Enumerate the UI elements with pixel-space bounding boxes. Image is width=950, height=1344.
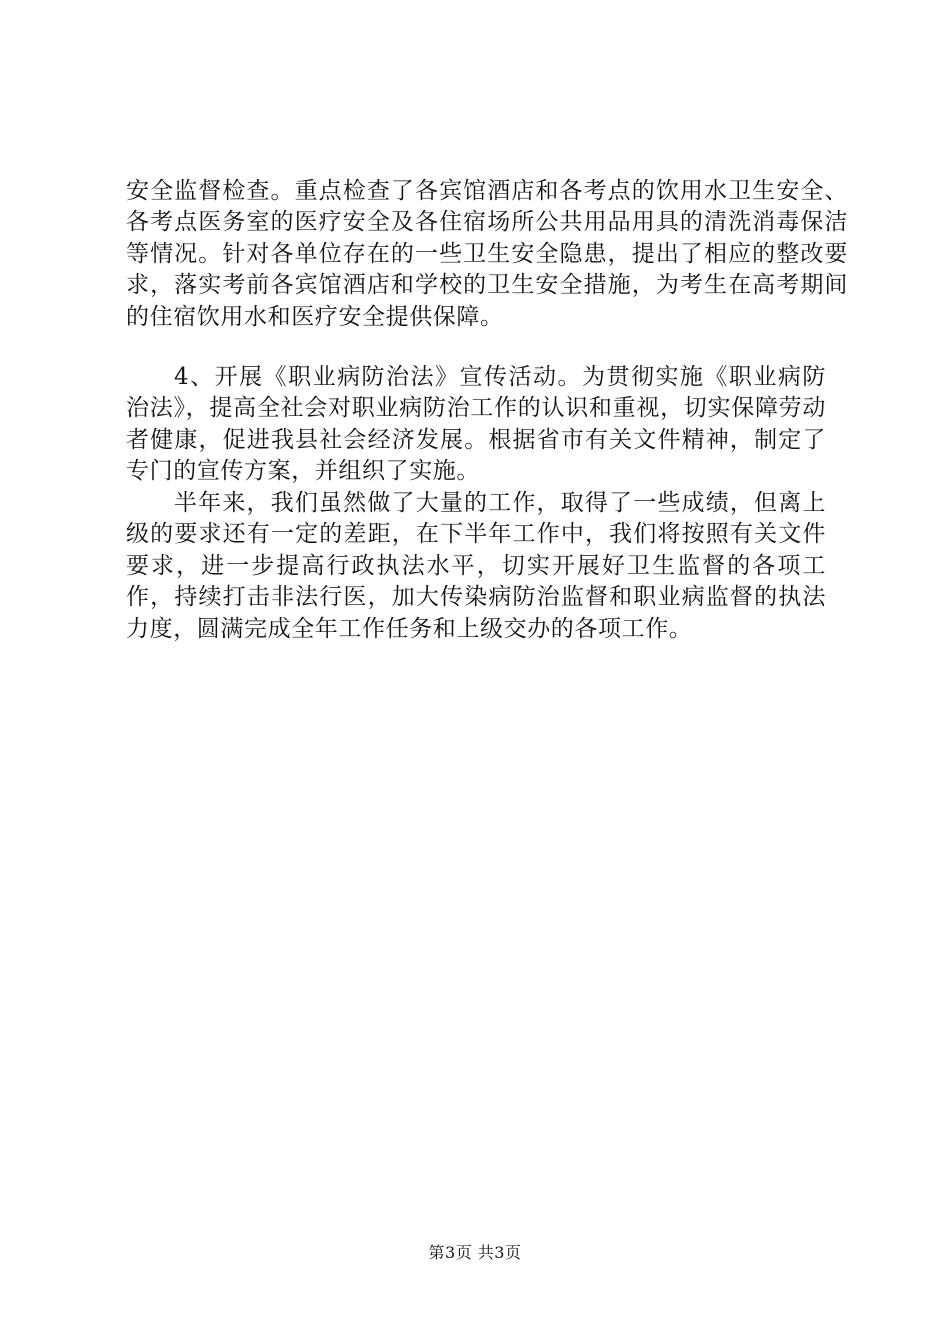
paragraph-inspection: 安全监督检查。重点检查了各宾馆酒店和各考点的饮用水卫生安全、各考点医务室的医疗安全及各住宿场所公共用品用具的清洗消毒保洁等情况。针对各单位存在的一些卫生安全隐患，提出了相应的整改要求，落实考前各宾馆酒店和学校的卫生安全措施，为考生在高考期间的住宿饮用水和医疗安全提供保障。 bbox=[126, 178, 848, 330]
paragraph-half-year-summary: 半年来，我们虽然做了大量的工作，取得了一些成绩，但离上级的要求还有一定的差距，在下半年工作中，我们将按照有关文件要求，进一步提高行政执法水平，切实开展好卫生监督的各项工作，持续打击非法行医，加大传染病防治监督和职业病监督的执法力度，圆满完成全年工作任务和上级交办的各项工作。 bbox=[126, 490, 826, 642]
page-footer: 第3页 共3页 bbox=[428, 1243, 522, 1262]
paragraph-occupational-disease: 4、开展《职业病防治法》宣传活动。为贯彻实施《职业病防治法》，提高全社会对职业病防治工作的认识和重视，切实保障劳动者健康，促进我县社会经济发展。根据省市有关文件精神，制定了专门的宣传方案，并组织了实施。 bbox=[126, 364, 826, 485]
